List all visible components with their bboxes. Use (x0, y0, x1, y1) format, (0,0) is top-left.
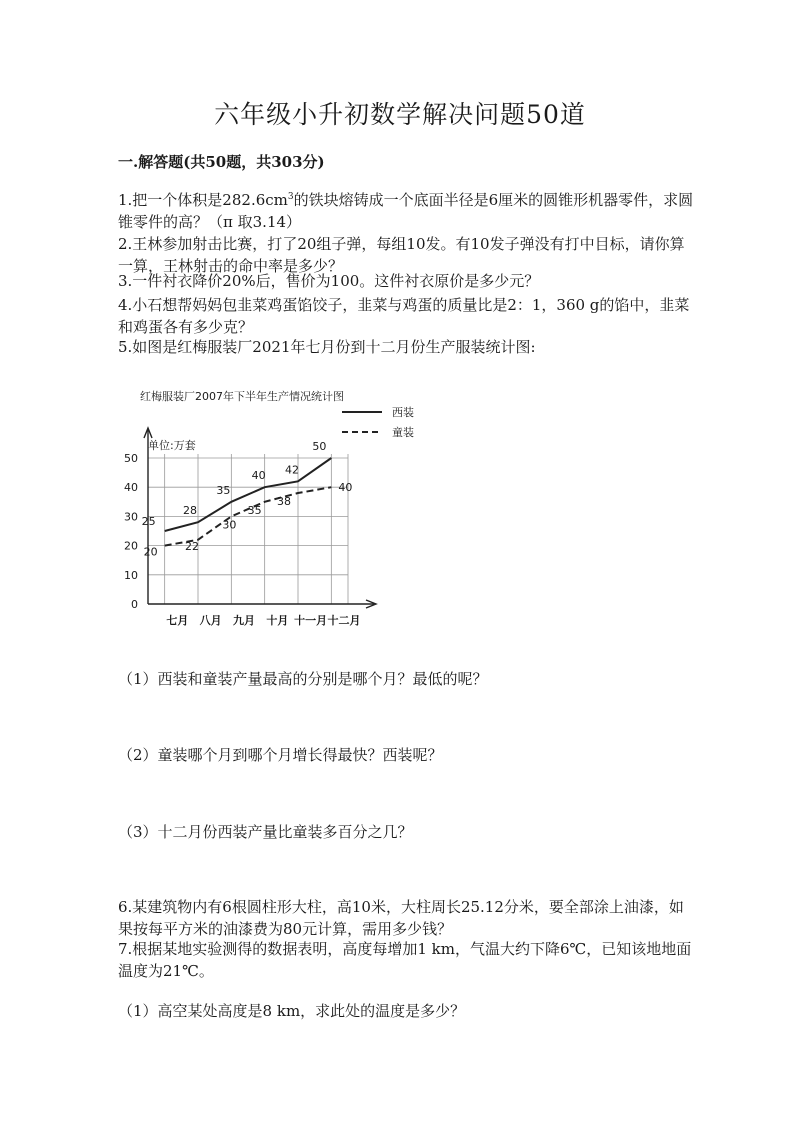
data-label: 38 (277, 495, 291, 509)
production-line-chart (110, 382, 414, 637)
data-label: 35 (247, 503, 262, 517)
section-heading: 一.解答题(共50题，共303分) (118, 153, 325, 171)
page-title: 六年级小升初数学解决问题50道 (214, 100, 586, 129)
y-tick-label: 50 (124, 452, 138, 465)
y-tick-label: 20 (124, 539, 138, 553)
q5-sub-question-2: （2）童装哪个月到哪个月增长得最快？西装呢？ (118, 746, 443, 764)
q7-sub-question-1: （1）高空某处高度是8 km，求此处的温度是多少？ (118, 1002, 466, 1020)
question-7: 7.根据某地实验测得的数据表明，高度每增加1 km，气温大约下降6℃，已知该地地面温度为21℃。 (118, 940, 692, 980)
x-tick-label: 十一月 (294, 614, 328, 627)
series-line-suit (165, 458, 332, 531)
legend-label: 西装 (392, 406, 414, 419)
data-label: 42 (285, 463, 299, 477)
q5-sub-question-1: （1）西装和童装产量最高的分别是哪个月？最低的呢？ (118, 670, 488, 688)
x-tick-label: 九月 (233, 614, 255, 627)
x-tick-label: 八月 (199, 614, 222, 627)
x-tick-label: 十二月 (327, 614, 361, 627)
data-label: 40 (251, 469, 266, 483)
question-3: 3.一件衬衣降价20%后，售价为100。这件衬衣原价是多少元？ (118, 272, 540, 290)
q1-text-pre: 1.把一个体积是282.6cm (118, 191, 288, 209)
question-4: 4.小石想帮妈妈包韭菜鸡蛋馅饺子，韭菜与鸡蛋的质量比是2：1，360 g的馅中，韭菜和鸡蛋各有多少克？ (118, 296, 690, 336)
y-tick-label: 30 (124, 510, 138, 524)
y-tick-label: 40 (124, 481, 138, 495)
chart-legend (342, 405, 414, 439)
q1-text-post: 的铁块熔铸成一个底面半径是6厘米的圆锥形机器零件，求圆锥零件的高？（π 取3.14） (118, 191, 694, 231)
question-6: 6.某建筑物内有6根圆柱形大柱，高10米，大柱周长25.12分米，要全部涂上油漆，如果按每平方米的油漆费为80元计算，需用多少钱？ (118, 898, 684, 938)
x-tick-label: 十月 (266, 614, 289, 627)
question-2: 2.王林参加射击比赛，打了20组子弹，每组10发。有10发子弹没有打中目标，请你算一算，王林射击的命中率是多少？ (118, 235, 685, 275)
q5-sub-question-3: （3）十二月份西装产量比童装多百分之几？ (118, 823, 413, 841)
data-label: 30 (222, 518, 237, 532)
chart-unit-label: 单位:万套 (148, 439, 196, 452)
y-tick-label: 10 (124, 568, 138, 582)
q1-superscript: 3 (287, 192, 294, 202)
chart-grid (148, 454, 348, 604)
chart-title: 红梅服装厂2007年下半年生产情况统计图 (140, 390, 344, 403)
question-1 (118, 189, 698, 233)
data-label: 25 (141, 515, 156, 528)
question-5: 5.如图是红梅服装厂2021年七月份到十二月份生产服装统计图: (118, 338, 536, 356)
data-label: 40 (338, 481, 353, 495)
data-label: 28 (183, 504, 197, 518)
data-label: 20 (143, 545, 158, 559)
x-tick-label: 七月 (166, 614, 189, 627)
y-tick-label: 0 (131, 598, 138, 611)
data-label: 50 (312, 440, 327, 453)
data-label: 35 (216, 483, 231, 497)
chart-series (165, 458, 332, 546)
data-label: 22 (185, 539, 199, 553)
legend-label: 童装 (392, 426, 414, 439)
